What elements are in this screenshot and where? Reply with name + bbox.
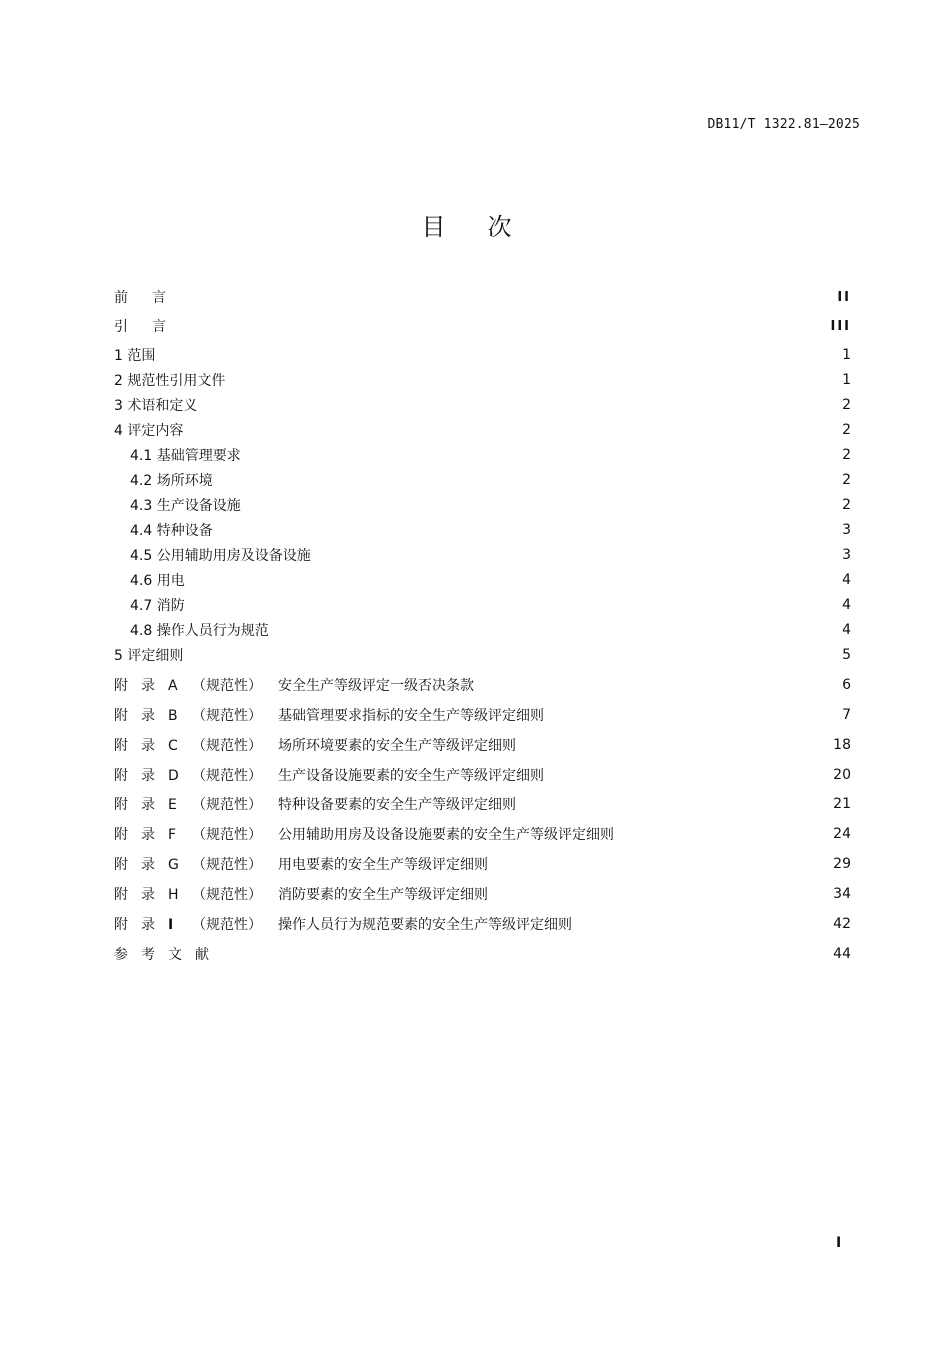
leader-dots bbox=[244, 449, 839, 461]
toc-entry-section[interactable] bbox=[114, 344, 851, 366]
leader-dots bbox=[200, 399, 839, 411]
leader-dots bbox=[617, 828, 830, 840]
toc-entry-label bbox=[114, 794, 516, 814]
toc-entry-appendix[interactable] bbox=[114, 853, 851, 875]
appendix-title: 公用辅助用房及设备设施要素的安全生产等级评定细则 bbox=[278, 827, 614, 843]
leader-dots bbox=[228, 374, 839, 386]
leader-dots bbox=[547, 709, 839, 721]
toc-entry-section[interactable] bbox=[114, 644, 851, 666]
appendix-prefix: 附录 bbox=[114, 917, 168, 933]
leader-dots bbox=[477, 679, 839, 691]
document-code: DB11/T 1322.81—2025 bbox=[707, 117, 860, 132]
toc-entry-page: 2 bbox=[842, 422, 851, 438]
appendix-title: 用电要素的安全生产等级评定细则 bbox=[278, 857, 488, 873]
toc-entry-subsection[interactable] bbox=[114, 619, 851, 641]
toc-entry-page: 29 bbox=[833, 856, 851, 872]
toc-entry-page: 2 bbox=[842, 472, 851, 488]
appendix-title: 基础管理要求指标的安全生产等级评定细则 bbox=[278, 708, 544, 724]
appendix-title: 生产设备设施要素的安全生产等级评定细则 bbox=[278, 768, 544, 784]
toc-entry-appendix[interactable] bbox=[114, 883, 851, 905]
leader-dots bbox=[216, 474, 839, 486]
leader-dots bbox=[193, 320, 827, 332]
toc-entry-subsection[interactable] bbox=[114, 494, 851, 516]
toc-entry-appendix[interactable] bbox=[114, 913, 851, 935]
toc-entry-label bbox=[114, 914, 572, 934]
leader-dots bbox=[244, 499, 839, 511]
toc-entry-label: 4.7 消防 bbox=[130, 598, 185, 614]
toc-entry-appendix[interactable] bbox=[114, 823, 851, 845]
leader-dots bbox=[186, 649, 839, 661]
toc-entry-appendix[interactable] bbox=[114, 764, 851, 786]
appendix-title: 操作人员行为规范要素的安全生产等级评定细则 bbox=[278, 917, 572, 933]
appendix-prefix: 附录 bbox=[114, 797, 168, 813]
toc-entry-label: 2 规范性引用文件 bbox=[114, 373, 226, 389]
toc-entry-appendix[interactable] bbox=[114, 734, 851, 756]
page-number: I bbox=[836, 1235, 842, 1251]
toc-entry-label: 3 术语和定义 bbox=[114, 398, 198, 414]
toc-entry-foreword[interactable] bbox=[114, 286, 851, 308]
leader-dots bbox=[519, 739, 830, 751]
leader-dots bbox=[491, 888, 830, 900]
toc-entry-page: 20 bbox=[833, 767, 851, 783]
toc-entry-section[interactable] bbox=[114, 369, 851, 391]
toc-entry-subsection[interactable] bbox=[114, 444, 851, 466]
leader-dots bbox=[186, 424, 839, 436]
toc-entry-page: 4 bbox=[842, 597, 851, 613]
toc-entry-page: 44 bbox=[833, 946, 851, 962]
toc-entry-page: 3 bbox=[842, 547, 851, 563]
appendix-title: 消防要素的安全生产等级评定细则 bbox=[278, 887, 488, 903]
toc-entry-subsection[interactable] bbox=[114, 544, 851, 566]
appendix-note: （规范性） bbox=[192, 768, 262, 784]
leader-dots bbox=[314, 549, 839, 561]
toc-entry-subsection[interactable] bbox=[114, 569, 851, 591]
appendix-note: （规范性） bbox=[192, 738, 262, 754]
appendix-letter: C bbox=[168, 738, 178, 754]
toc-entry-label: 4.1 基础管理要求 bbox=[130, 448, 241, 464]
toc-entry-page: 4 bbox=[842, 572, 851, 588]
appendix-prefix: 附录 bbox=[114, 857, 168, 873]
appendix-prefix: 附录 bbox=[114, 708, 168, 724]
toc-entry-page: 2 bbox=[842, 397, 851, 413]
appendix-prefix: 附录 bbox=[114, 887, 168, 903]
appendix-letter: I bbox=[168, 917, 174, 933]
appendix-prefix: 附录 bbox=[114, 738, 168, 754]
toc-entry-page: 7 bbox=[842, 707, 851, 723]
appendix-note: （规范性） bbox=[192, 917, 262, 933]
toc-entry-appendix[interactable] bbox=[114, 793, 851, 815]
toc-entry-page: 24 bbox=[833, 826, 851, 842]
leader-dots bbox=[575, 918, 830, 930]
toc-entry-appendix[interactable] bbox=[114, 704, 851, 726]
toc-entry-label: 1 范围 bbox=[114, 348, 156, 364]
toc-entry-label bbox=[114, 675, 474, 695]
page-title: 目次 bbox=[421, 213, 554, 241]
leader-dots bbox=[158, 349, 839, 361]
appendix-title: 安全生产等级评定一级否决条款 bbox=[278, 678, 474, 694]
appendix-note: （规范性） bbox=[192, 678, 262, 694]
toc-entry-label bbox=[114, 854, 488, 874]
leader-dots bbox=[272, 624, 839, 636]
appendix-title: 特种设备要素的安全生产等级评定细则 bbox=[278, 797, 516, 813]
toc-entry-page: 2 bbox=[842, 447, 851, 463]
appendix-letter: B bbox=[168, 708, 178, 724]
appendix-letter: E bbox=[168, 797, 177, 813]
leader-dots bbox=[519, 798, 830, 810]
toc-entry-page: II bbox=[837, 289, 851, 305]
appendix-note: （规范性） bbox=[192, 857, 262, 873]
toc-entry-label bbox=[114, 765, 544, 785]
appendix-prefix: 附录 bbox=[114, 768, 168, 784]
appendix-letter: A bbox=[168, 678, 178, 694]
toc-entry-label: 4.5 公用辅助用房及设备设施 bbox=[130, 548, 311, 564]
appendix-note: （规范性） bbox=[192, 887, 262, 903]
toc-entry-page: 21 bbox=[833, 796, 851, 812]
toc-entry-label bbox=[114, 884, 488, 904]
leader-dots bbox=[225, 948, 830, 960]
toc-entry-label: 4 评定内容 bbox=[114, 423, 184, 439]
toc-entry-references[interactable] bbox=[114, 943, 851, 965]
toc-entry-label: 4.6 用电 bbox=[130, 573, 185, 589]
leader-dots bbox=[193, 291, 834, 303]
toc-entry-section[interactable] bbox=[114, 419, 851, 441]
leader-dots bbox=[188, 599, 839, 611]
appendix-letter: F bbox=[168, 827, 177, 843]
toc-entry-label: 5 评定细则 bbox=[114, 648, 184, 664]
appendix-note: （规范性） bbox=[192, 797, 262, 813]
toc-entry-section[interactable] bbox=[114, 394, 851, 416]
toc-entry-label: 4.4 特种设备 bbox=[130, 523, 213, 539]
appendix-letter: H bbox=[168, 887, 179, 903]
toc-entry-page: 5 bbox=[842, 647, 851, 663]
toc-entry-page: 1 bbox=[842, 347, 851, 363]
toc-entry-page: 4 bbox=[842, 622, 851, 638]
toc-entry-label bbox=[114, 705, 544, 725]
leader-dots bbox=[547, 769, 830, 781]
appendix-prefix: 附录 bbox=[114, 827, 168, 843]
toc-entry-label: 4.3 生产设备设施 bbox=[130, 498, 241, 514]
toc-entry-subsection[interactable] bbox=[114, 519, 851, 541]
appendix-note: （规范性） bbox=[192, 827, 262, 843]
toc-entry-page: 6 bbox=[842, 677, 851, 693]
leader-dots bbox=[491, 858, 830, 870]
toc-entry-appendix[interactable] bbox=[114, 674, 851, 696]
leader-dots bbox=[216, 524, 839, 536]
toc-entry-label bbox=[114, 824, 614, 844]
appendix-letter: G bbox=[168, 857, 179, 873]
toc-entry-page: 3 bbox=[842, 522, 851, 538]
appendix-title: 场所环境要素的安全生产等级评定细则 bbox=[278, 738, 516, 754]
toc-entry-page: III bbox=[830, 318, 851, 334]
appendix-letter: D bbox=[168, 768, 179, 784]
toc-entry-page: 1 bbox=[842, 372, 851, 388]
toc-entry-label: 参考文献 bbox=[114, 947, 222, 963]
toc-entry-subsection[interactable] bbox=[114, 594, 851, 616]
appendix-prefix: 附录 bbox=[114, 678, 168, 694]
toc-entry-page: 18 bbox=[833, 737, 851, 753]
toc-entry-page: 42 bbox=[833, 916, 851, 932]
toc-entry-label: 引言 bbox=[114, 319, 190, 335]
toc-entry-introduction[interactable] bbox=[114, 315, 851, 337]
toc-entry-page: 34 bbox=[833, 886, 851, 902]
toc-entry-subsection[interactable] bbox=[114, 469, 851, 491]
toc-entry-page: 2 bbox=[842, 497, 851, 513]
leader-dots bbox=[188, 574, 839, 586]
toc-entry-label: 4.2 场所环境 bbox=[130, 473, 213, 489]
toc-entry-label: 4.8 操作人员行为规范 bbox=[130, 623, 269, 639]
appendix-note: （规范性） bbox=[192, 708, 262, 724]
toc-entry-label: 前言 bbox=[114, 290, 190, 306]
toc-entry-label bbox=[114, 735, 516, 755]
